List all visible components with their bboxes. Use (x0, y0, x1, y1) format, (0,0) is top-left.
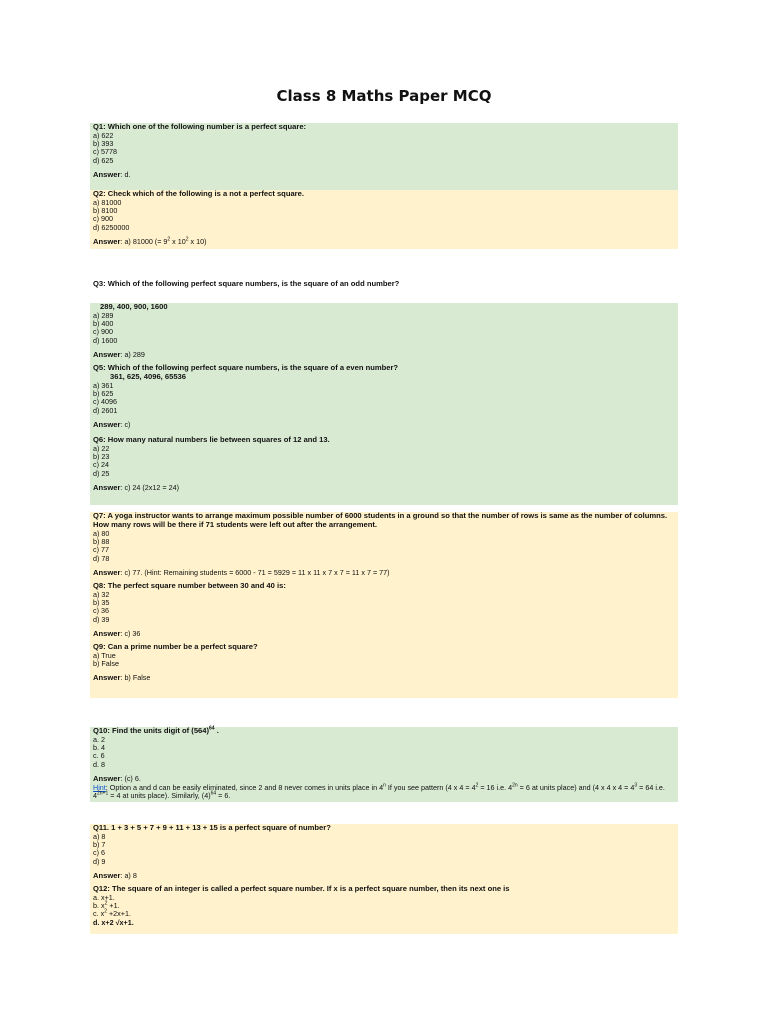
option: d) 78 (93, 553, 110, 563)
answer-label: Answer (93, 237, 121, 247)
option: c) 24 (93, 460, 109, 470)
option: a) 81000 (93, 197, 122, 207)
question-text-part: . (214, 726, 219, 735)
question-text: Q1: Which one of the following number is a perfect square: (93, 122, 307, 131)
answer: Answer: c) 77. (Hint: Remaining students = 6000 - 71 = 5929 = 11 x 11 x 7 x 7 = 11 x 7 = 77) (93, 567, 390, 577)
question-block-q11-q12 (90, 824, 678, 934)
question-block-q3-q6 (90, 303, 678, 505)
option: c) 900 (93, 214, 113, 224)
answer-text: x 10) (188, 237, 207, 247)
option: b) 625 (93, 388, 114, 398)
hint-text: = 16 i.e. 4 (478, 782, 513, 792)
exponent: n (383, 782, 386, 789)
exponent: 3 (634, 782, 638, 789)
question-text: Q6: How many natural numbers lie between squares of 12 and 13. (93, 434, 330, 444)
option: d) 2601 (93, 405, 118, 415)
option: c) 5778 (93, 147, 117, 157)
hint-text: If you see pattern (4 x 4 = 4 (385, 782, 476, 792)
option: b. 4 (93, 743, 105, 753)
answer-text: (c) 6. (124, 774, 141, 784)
option: b) 393 (93, 139, 114, 149)
answer-label: Answer (93, 482, 121, 492)
question-text: Q7: A yoga instructor wants to arrange maximum possible number of 6000 students in a ground so that the number of rows is same as the number of columns. How many rows will be there if 71 students were left out after the arrangement. (93, 511, 668, 529)
option: b) 7 (93, 840, 106, 850)
option: a) 622 (93, 130, 114, 140)
exponent: 64 (209, 725, 215, 732)
answer: Answer: c) 24 (2x12 = 24) (93, 482, 179, 492)
option: b) 88 (93, 536, 110, 546)
exponent: 2 (475, 782, 479, 789)
answer: Answer: c) (93, 419, 131, 429)
option: b) 23 (93, 451, 110, 461)
option-text: +2x+1. (106, 909, 131, 919)
option-text: b. x (93, 901, 105, 911)
answer-label: Answer (93, 419, 121, 429)
answer-text: d. (124, 170, 131, 180)
answer-text: b) False (124, 673, 151, 683)
question-block-q2 (90, 190, 678, 249)
hint-link[interactable]: Hint (93, 782, 106, 792)
option: c) 900 (93, 327, 113, 337)
exponent: 2 (104, 909, 107, 916)
option: a. 2 (93, 734, 105, 744)
question-text-part: Q10: Find the units digit of (564) (93, 726, 210, 735)
option: a) 289 (93, 310, 114, 320)
hint (93, 784, 675, 801)
number-list: 289, 400, 900, 1600 (100, 302, 168, 311)
option: d) 1600 (93, 335, 118, 345)
answer-text: a) 8 (124, 871, 137, 881)
answer-text: a) 81000 (= 9 (124, 237, 168, 247)
answer: Answer: a) 8 (93, 871, 137, 881)
option: c) 4096 (93, 397, 117, 407)
answer-label: Answer (93, 774, 121, 784)
option: c) 36 (93, 606, 109, 616)
option: c) 77 (93, 545, 109, 555)
answer-label: Answer (93, 567, 121, 577)
exponent: 64 (210, 790, 217, 797)
answer: Answer: a) 81000 (= $9^2$ x $10^2$ x 10) (93, 236, 207, 247)
option: a) 8 (93, 831, 106, 841)
answer: Answer: a) 289 (93, 350, 145, 360)
question-block-q7-q9 (90, 512, 678, 698)
option: d) 25 (93, 468, 110, 478)
option: c) 6 (93, 848, 105, 858)
option: a) 22 (93, 443, 110, 453)
option: a) True (93, 650, 116, 660)
option: a. x+1. (93, 892, 115, 902)
answer-text: c) 24 (2x12 = 24) (124, 482, 179, 492)
option (93, 902, 675, 910)
answer: Answer: d. (93, 170, 131, 180)
answer-text: c) (124, 419, 131, 429)
option: b) 400 (93, 319, 114, 329)
option: d. 8 (93, 759, 105, 769)
option: c. 6 (93, 751, 105, 761)
option: d) 39 (93, 614, 110, 624)
option: d) 625 (93, 155, 114, 165)
answer-text: a) 289 (124, 350, 145, 360)
answer: Answer: b) False (93, 673, 151, 683)
question-text: Q12: The square of an integer is called a perfect square number. If x is a perfect square number, then its next one is (93, 883, 510, 893)
answer-label: Answer (93, 350, 121, 360)
question-text (93, 727, 675, 736)
option: a) 80 (93, 528, 110, 538)
question-text-q3: Q3: Which of the following perfect square numbers, is the square of an odd number? (93, 279, 400, 288)
question-text: Q2: Check which of the following is a not a perfect square. (93, 189, 304, 198)
answer-text: x 10 (170, 237, 186, 247)
hint-text: = 6 at units place) and (4 x 4 x 4 = 4 (517, 782, 635, 792)
option: d) 6250000 (93, 222, 130, 232)
number-list: 361, 625, 4096, 65536 (110, 371, 187, 381)
question-block-q1 (90, 123, 678, 190)
hint-text: = 4 at units place). Similarly, (4) (108, 791, 211, 801)
option: d. x+2 √x+1. (93, 917, 134, 927)
exponent: 2n (512, 782, 518, 789)
exponent: 2 (167, 236, 171, 243)
option: a) 32 (93, 589, 110, 599)
page-title: Class 8 Maths Paper MCQ (276, 87, 492, 105)
answer: Answer: c) 36 (93, 628, 141, 638)
answer-text: c) 77. (Hint: Remaining students = 6000 - 71 = 5929 = 11 x 11 x 7 x 7 = 11 x 7 = 77) (124, 567, 390, 577)
hint-text: = 64 i.e. 4 (93, 782, 665, 801)
exponent: 2 (185, 236, 189, 243)
option: b) 8100 (93, 206, 118, 216)
question-text: Q5: Which of the following perfect square numbers, is the square of a even number? (93, 362, 399, 372)
exponent: 2n+1 (97, 790, 109, 797)
answer-label: Answer (93, 871, 121, 881)
question-text: Q11. 1 + 3 + 5 + 7 + 9 + 11 + 13 + 15 is a perfect square of number? (93, 823, 331, 832)
answer-label: Answer (93, 628, 121, 638)
hint-text: = 6. (216, 791, 231, 801)
option: d) 9 (93, 856, 106, 866)
option (93, 910, 675, 918)
option-text: c. x (93, 909, 105, 919)
answer: Answer: (c) 6. (93, 774, 141, 784)
answer-label: Answer (93, 170, 121, 180)
question-block-q10 (90, 727, 678, 802)
question-text: Q9: Can a prime number be a perfect square? (93, 641, 258, 651)
answer-text: c) 36 (124, 628, 141, 638)
hint-text: : Option a and d can be easily eliminated, since 2 and 8 never comes in units place in 4 (105, 782, 384, 792)
option: a) 361 (93, 380, 114, 390)
question-text: Q8: The perfect square number between 30 and 40 is: (93, 580, 286, 590)
option-text: +1. (107, 901, 120, 911)
answer-label: Answer (93, 673, 121, 683)
option: b) 35 (93, 597, 110, 607)
exponent: 2 (104, 900, 108, 907)
option: b) False (93, 658, 119, 668)
